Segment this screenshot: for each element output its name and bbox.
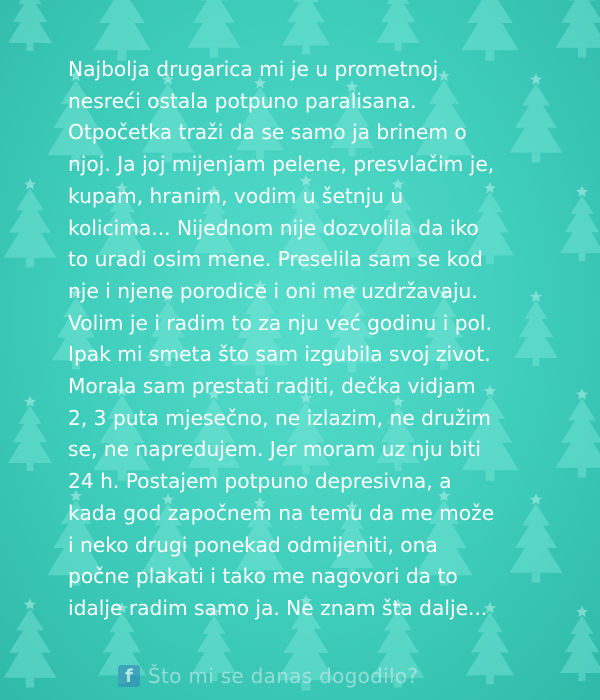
story-line: i neko drugi ponekad odmijeniti, ona xyxy=(68,532,438,557)
facebook-icon xyxy=(118,665,140,687)
source-page-name: Što mi se danas dogodilo? xyxy=(148,664,419,688)
christmas-tree-icon xyxy=(560,196,600,262)
star-icon xyxy=(576,388,588,400)
star-icon xyxy=(576,186,588,198)
story-line: kupam, hranim, vodim u šetnju u xyxy=(68,183,404,208)
star-icon xyxy=(24,598,36,610)
star-icon xyxy=(576,606,588,618)
star-icon xyxy=(24,178,36,190)
story-line: Najbolja drugarica mi je u prometnoj xyxy=(68,57,439,81)
facebook-icon-letter: f xyxy=(125,666,133,687)
story-line: njoj. Ja joj mijenjam pelene, presvlačim je, xyxy=(68,152,495,177)
story-line: 2, 3 puta mjesečno, ne izlazim, ne družim xyxy=(68,405,491,430)
story-line: to uradi osim mene. Preselila sam se kod xyxy=(68,247,483,272)
christmas-tree-icon xyxy=(93,0,150,61)
star-icon xyxy=(24,396,36,408)
story-line: nesreći ostala potpuno paralisana. xyxy=(68,88,417,113)
christmas-tree-icon xyxy=(4,608,57,687)
story-line: idalje radim samo ja. Ne znam šta dalje... xyxy=(68,595,488,620)
story-line: nje i njene porodice i oni me uzdržavaju. xyxy=(68,278,478,303)
christmas-tree-icon xyxy=(8,0,52,51)
story-line: 24 h. Postajem potpuno depresivna, a xyxy=(68,469,452,494)
story-line: se, ne napredujem. Jer moram uz nju biti xyxy=(68,437,482,462)
christmas-tree-icon xyxy=(556,0,600,58)
christmas-tree-icon xyxy=(282,0,330,54)
story-line: počne plakati i tako me nagovori da to xyxy=(68,564,458,589)
source-watermark xyxy=(118,664,418,688)
christmas-tree-icon xyxy=(560,616,600,682)
christmas-tree-icon xyxy=(556,398,600,477)
story-text xyxy=(68,54,538,625)
christmas-tree-icon xyxy=(188,0,241,58)
christmas-tree-icon xyxy=(461,0,518,61)
story-line: Otpočetka traži da se samo ja brinem o xyxy=(68,120,467,145)
story-line: kolicima... Nijednom nije dozvolila da iko xyxy=(68,215,479,240)
story-line: Volim je i radim to za nju već godinu i pol. xyxy=(68,310,492,335)
story-line: Morala sam prestati raditi, dečka vidjam xyxy=(68,374,476,399)
story-line: kada god započnem na temu da me može xyxy=(68,500,495,525)
christmas-tree-icon xyxy=(376,0,420,51)
christmas-tree-icon xyxy=(4,188,57,267)
story-line: Ipak mi smeta što sam izgubila svoj zivot. xyxy=(68,342,491,367)
christmas-tree-icon xyxy=(8,406,52,472)
